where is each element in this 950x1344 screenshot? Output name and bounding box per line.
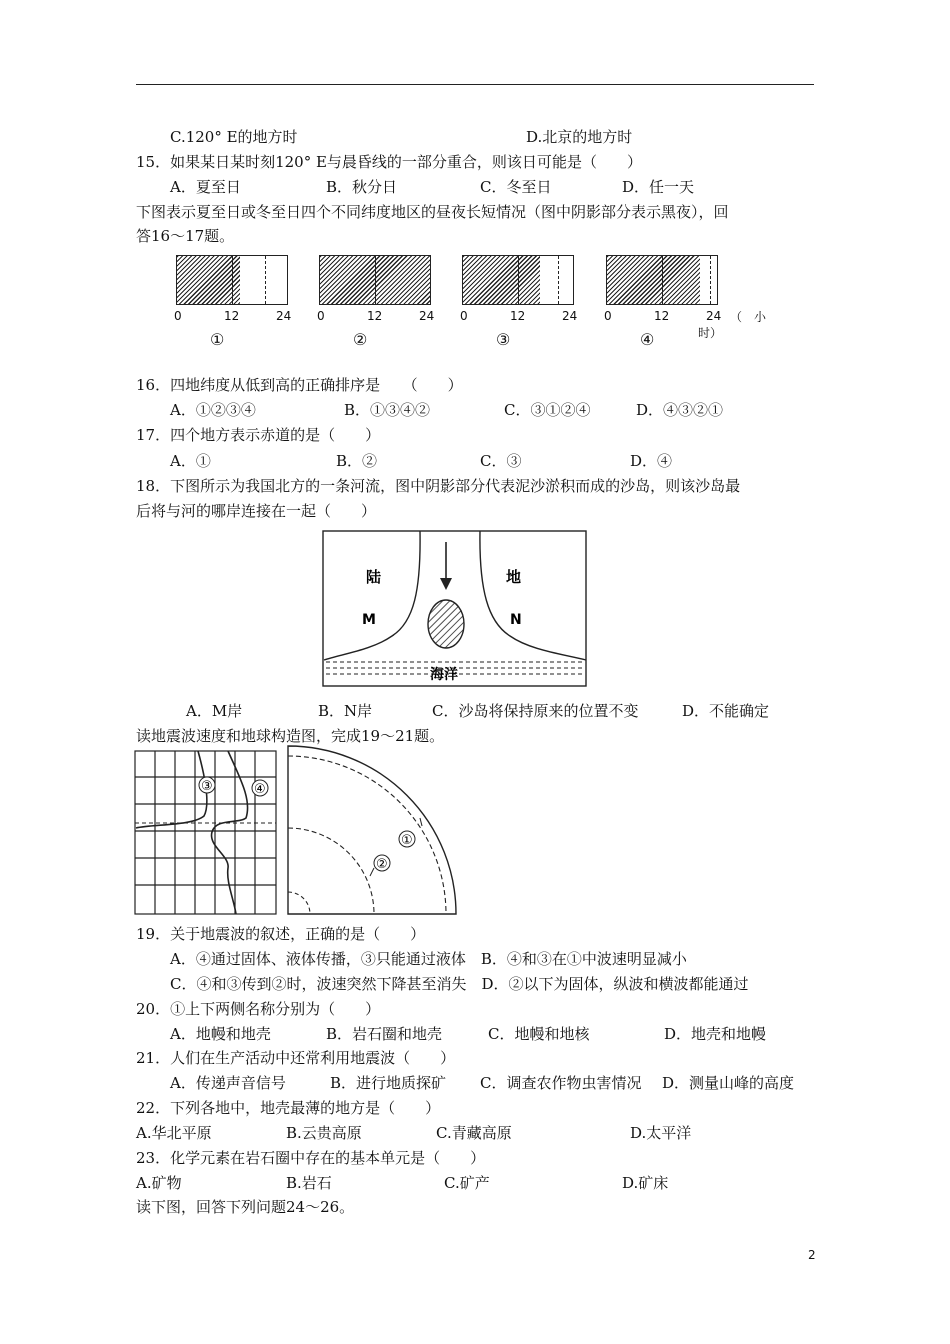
q17-option-a: A．① bbox=[170, 452, 211, 470]
q17-option-b: B．② bbox=[336, 452, 378, 470]
day-night-bar-1 bbox=[176, 255, 288, 305]
q14-option-c: C.120° E的地方时 bbox=[170, 128, 298, 146]
q15-option-a: A．夏至日 bbox=[170, 178, 241, 196]
axis-tick: 24 bbox=[706, 309, 722, 323]
q21-option-b: B．进行地质探矿 bbox=[330, 1074, 447, 1092]
q16-option-d: D．④③②① bbox=[636, 401, 724, 419]
place-label: ③ bbox=[496, 330, 511, 349]
noon-line bbox=[518, 256, 519, 304]
question-16: 16．四地纬度从低到高的正确排序是 （ ） bbox=[136, 376, 463, 394]
q23-option-a: A.矿物 bbox=[136, 1174, 182, 1192]
question-22: 22．下列各地中，地壳最薄的地方是（ ） bbox=[136, 1099, 441, 1117]
earth-structure-diagram bbox=[286, 744, 462, 916]
q21-option-d: D．测量山峰的高度 bbox=[662, 1074, 795, 1092]
axis-tick: 12 bbox=[224, 309, 240, 323]
question-21: 21．人们在生产活动中还常利用地震波（ ） bbox=[136, 1049, 456, 1067]
intro-19-21: 读地震波速度和地球构造图，完成19～21题。 bbox=[136, 727, 445, 745]
day-night-bar-4 bbox=[606, 255, 718, 305]
axis-tick: 24 bbox=[419, 309, 435, 323]
axis-tick: 0 bbox=[174, 309, 182, 323]
q16-option-c: C．③①②④ bbox=[504, 401, 591, 419]
axis-tick: 12 bbox=[510, 309, 526, 323]
intro-16-17-line1: 下图表示夏至日或冬至日四个不同纬度地区的昼夜长短情况（图中阴影部分表示黑夜），回 bbox=[136, 203, 729, 221]
page-number: 2 bbox=[808, 1248, 816, 1262]
q15-option-d: D．任一天 bbox=[622, 178, 695, 196]
question-19: 19．关于地震波的叙述，正确的是（ ） bbox=[136, 925, 426, 943]
axis-tick: 24 bbox=[562, 309, 578, 323]
axis-tick: 0 bbox=[317, 309, 325, 323]
q18-option-d: D．不能确定 bbox=[682, 702, 770, 720]
noon-line bbox=[232, 256, 233, 304]
question-15: 15．如果某日某时刻120° E与晨昏线的一部分重合，则该日可能是（ ） bbox=[136, 153, 642, 171]
layer-1-label: ① bbox=[401, 833, 413, 848]
q20-option-c: C．地幔和地核 bbox=[488, 1025, 590, 1043]
q23-option-b: B.岩石 bbox=[286, 1174, 332, 1192]
q15-option-b: B．秋分日 bbox=[326, 178, 398, 196]
intro-16-17-line2: 答16～17题。 bbox=[136, 227, 235, 245]
q16-option-a: A．①②③④ bbox=[170, 401, 256, 419]
wave-3-curve bbox=[136, 751, 207, 828]
q15-option-c: C．冬至日 bbox=[480, 178, 552, 196]
question-17: 17．四个地方表示赤道的是（ ） bbox=[136, 426, 381, 444]
label-land-left: 陆 bbox=[366, 568, 382, 586]
question-20: 20．①上下两侧名称分别为（ ） bbox=[136, 1000, 381, 1018]
unit-label-2: 时） bbox=[698, 326, 723, 340]
q20-option-d: D．地壳和地幔 bbox=[664, 1025, 767, 1043]
label-bank-m: M bbox=[362, 612, 376, 628]
q20-option-a: A．地幔和地壳 bbox=[170, 1025, 271, 1043]
unit-label-1: （ 小 bbox=[730, 310, 767, 324]
question-18-line1: 18．下图所示为我国北方的一条河流，图中阴影部分代表泥沙淤积而成的沙岛，则该沙岛最 bbox=[136, 477, 741, 495]
header-rule bbox=[136, 84, 814, 85]
seismic-wave-grid bbox=[134, 750, 278, 916]
q18-option-c: C．沙岛将保持原来的位置不变 bbox=[432, 702, 639, 720]
q22-option-a: A.华北平原 bbox=[136, 1124, 212, 1142]
q21-option-c: C．调查农作物虫害情况 bbox=[480, 1074, 642, 1092]
question-23: 23．化学元素在岩石圈中存在的基本单元是（ ） bbox=[136, 1149, 486, 1167]
day-night-bar-3 bbox=[462, 255, 574, 305]
wave-4-curve bbox=[212, 751, 248, 914]
wave-4-label: ④ bbox=[254, 782, 266, 797]
sunrise-line bbox=[265, 256, 266, 304]
q22-option-b: B.云贵高原 bbox=[286, 1124, 362, 1142]
q23-option-c: C.矿产 bbox=[444, 1174, 490, 1192]
q22-option-d: D.太平洋 bbox=[630, 1124, 692, 1142]
label-land-right: 地 bbox=[506, 568, 522, 586]
q20-option-b: B．岩石圈和地壳 bbox=[326, 1025, 443, 1043]
axis-tick: 12 bbox=[654, 309, 670, 323]
q22-option-c: C.青藏高原 bbox=[436, 1124, 512, 1142]
q23-option-d: D.矿床 bbox=[622, 1174, 669, 1192]
place-label: ① bbox=[210, 330, 225, 349]
q16-option-b: B．①③④② bbox=[344, 401, 431, 419]
q19-options-ab: A．④通过固体、液体传播，③只能通过液体 B．④和③在①中波速明显减小 bbox=[170, 950, 687, 968]
sandbar bbox=[428, 600, 464, 648]
axis-tick: 0 bbox=[460, 309, 468, 323]
q18-option-a: A．M岸 bbox=[186, 702, 243, 720]
river-sandbar-map bbox=[322, 530, 588, 688]
axis-tick: 12 bbox=[367, 309, 383, 323]
night-shading bbox=[607, 256, 700, 304]
axis-tick: 0 bbox=[604, 309, 612, 323]
question-18-line2: 后将与河的哪岸连接在一起（ ） bbox=[136, 502, 377, 520]
place-label: ② bbox=[353, 330, 368, 349]
axis-tick: 24 bbox=[276, 309, 292, 323]
night-shading bbox=[463, 256, 540, 304]
night-shading bbox=[177, 256, 240, 304]
noon-line bbox=[375, 256, 376, 304]
wave-3-label: ③ bbox=[201, 779, 213, 794]
earth-outer bbox=[288, 746, 456, 914]
intro-24-26: 读下图，回答下列问题24～26。 bbox=[136, 1198, 355, 1216]
sunrise-line bbox=[558, 256, 559, 304]
noon-line bbox=[662, 256, 663, 304]
layer-2-label: ② bbox=[376, 857, 388, 872]
q21-option-a: A．传递声音信号 bbox=[170, 1074, 286, 1092]
q19-options-cd: C．④和③传到②时，波速突然下降甚至消失 D．②以下为固体，纵波和横波都能通过 bbox=[170, 975, 749, 993]
q18-option-b: B．N岸 bbox=[318, 702, 373, 720]
day-night-bar-2 bbox=[319, 255, 431, 305]
label-bank-n: N bbox=[510, 612, 522, 628]
place-label: ④ bbox=[640, 330, 655, 349]
q17-option-c: C．③ bbox=[480, 452, 522, 470]
sunrise-line bbox=[710, 256, 711, 304]
label-sea: 海洋 bbox=[430, 667, 458, 683]
q14-option-d: D.北京的地方时 bbox=[526, 128, 633, 146]
q17-option-d: D．④ bbox=[630, 452, 673, 470]
